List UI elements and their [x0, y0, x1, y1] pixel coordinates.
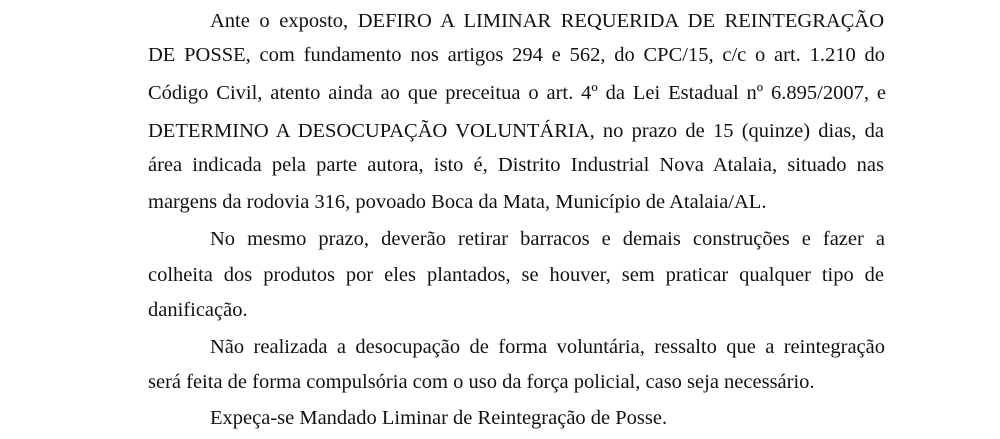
paragraph-1-line-2: [0, 38, 1000, 72]
text-line: Ante o exposto, DEFIRO A LIMINAR REQUERIDA DE REINTEGRAÇÃO: [210, 10, 884, 32]
text-line: DE POSSE, com fundamento nos artigos 294 e 562, do CPC/15, c/c o art. 1.210 do: [148, 44, 885, 66]
text-line: DETERMINO A DESOCUPAÇÃO VOLUNTÁRIA, no prazo de 15 (quinze) dias, da: [148, 120, 884, 142]
text-line: colheita dos produtos por eles plantados, se houver, sem praticar qualquer tipo de: [148, 264, 884, 286]
paragraph-3-line-2: [0, 365, 1000, 399]
paragraph-1-line-3: [0, 76, 1000, 110]
paragraph-1-line-4: [0, 114, 1000, 148]
paragraph-1-line-5: [0, 148, 1000, 182]
text-line: Expeça-se Mandado Liminar de Reintegração de Posse.: [210, 407, 668, 429]
text-line: No mesmo prazo, deverão retirar barracos e demais construções e fazer a: [210, 228, 885, 250]
text-line: área indicada pela parte autora, isto é, Distrito Industrial Nova Atalaia, situado nas: [148, 154, 884, 176]
paragraph-1-line-1: [0, 4, 1000, 38]
paragraph-2-line-3: [0, 293, 1000, 327]
paragraph-2-line-2: [0, 258, 1000, 292]
text-line: margens da rodovia 316, povoado Boca da Mata, Município de Atalaia/AL.: [148, 191, 767, 213]
paragraph-2-line-1: [0, 222, 1000, 256]
text-line: Não realizada a desocupação de forma voluntária, ressalto que a reintegração: [210, 336, 885, 358]
paragraph-3-line-1: [0, 330, 1000, 364]
text-line: será feita de forma compulsória com o uso da força policial, caso seja necessário.: [148, 371, 815, 393]
text-line: Código Civil, atento ainda ao que preceitua o art. 4º da Lei Estadual nº 6.895/2007, e: [148, 82, 886, 104]
paragraph-4-line-1: [0, 401, 1000, 435]
text-line: danificação.: [148, 299, 248, 321]
paragraph-1-line-6: [0, 185, 1000, 219]
